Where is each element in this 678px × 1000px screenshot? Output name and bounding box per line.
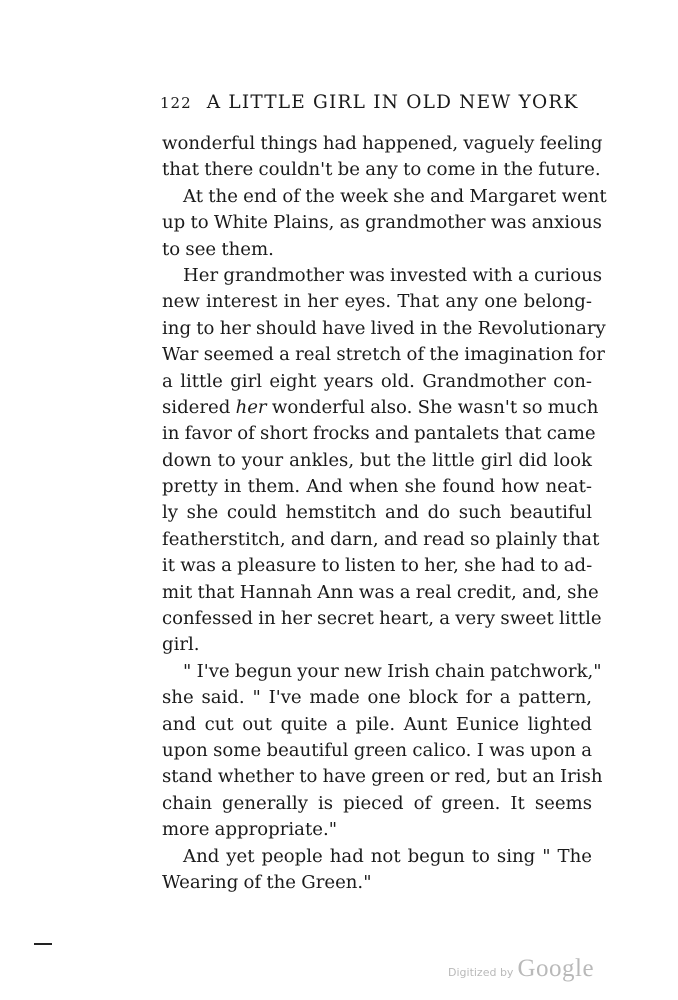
running-title: A LITTLE GIRL IN OLD NEW YORK — [206, 92, 579, 113]
text-line: Wearing of the Green." — [162, 871, 372, 893]
text-line: featherstitch, and darn, and read so plainly that — [162, 528, 600, 550]
text-line: ly she could hemstitch and do such beautiful — [162, 502, 592, 524]
text-line: in favor of short frocks and pantalets that came — [162, 423, 596, 445]
text-line: War seemed a real stretch of the imagination for — [162, 344, 605, 366]
text-line — [162, 395, 599, 421]
text-line: wonderful things had happened, vaguely feeling — [162, 133, 603, 154]
digitized-watermark — [448, 955, 594, 983]
text-line: she said. " I've made one block for a pattern, — [162, 687, 592, 709]
text-line: it was a pleasure to listen to her, she had to ad- — [162, 555, 593, 577]
text-line: stand whether to have green or red, but an Irish — [162, 766, 603, 788]
page-number: 122 — [160, 94, 192, 112]
margin-mark — [34, 943, 52, 945]
text-line: mit that Hannah Ann was a real credit, and, she — [162, 581, 599, 603]
text-line: up to White Plains, as grandmother was anxious — [162, 212, 602, 234]
text-line: " I've begun your new Irish chain patchwork," — [183, 660, 602, 682]
text-segment: sidered — [162, 396, 236, 418]
text-line: pretty in them. And when she found how neat- — [162, 476, 592, 498]
text-line: girl. — [162, 634, 200, 656]
text-line: more appropriate." — [162, 819, 338, 841]
watermark-brand: Google — [517, 955, 595, 982]
text-line: to see them. — [162, 238, 274, 260]
text-line: that there couldn't be any to come in the future. — [162, 159, 601, 181]
italic-word: her — [235, 396, 267, 418]
text-line: chain generally is pieced of green. It seems — [162, 792, 592, 814]
text-line: ing to her should have lived in the Revolutionary — [162, 317, 606, 339]
text-line: Her grandmother was invested with a curious — [183, 264, 603, 286]
text-line: new interest in her eyes. That any one belong- — [162, 291, 592, 313]
running-header — [160, 92, 600, 113]
text-line: At the end of the week she and Margaret went — [183, 185, 607, 207]
text-segment: wonderful also. She wasn't so much — [266, 396, 599, 418]
text-line: And yet people had not begun to sing " The — [183, 845, 592, 867]
text-line: confessed in her secret heart, a very sweet little — [162, 608, 602, 630]
text-line: upon some beautiful green calico. I was upon a — [162, 739, 592, 761]
text-line: and cut out quite a pile. Aunt Eunice lighted — [162, 713, 592, 735]
text-line: a little girl eight years old. Grandmother con- — [162, 370, 592, 392]
text-line: down to your ankles, but the little girl did look — [162, 449, 592, 471]
watermark-prefix: Digitized by — [448, 966, 514, 979]
page-body — [162, 131, 607, 896]
